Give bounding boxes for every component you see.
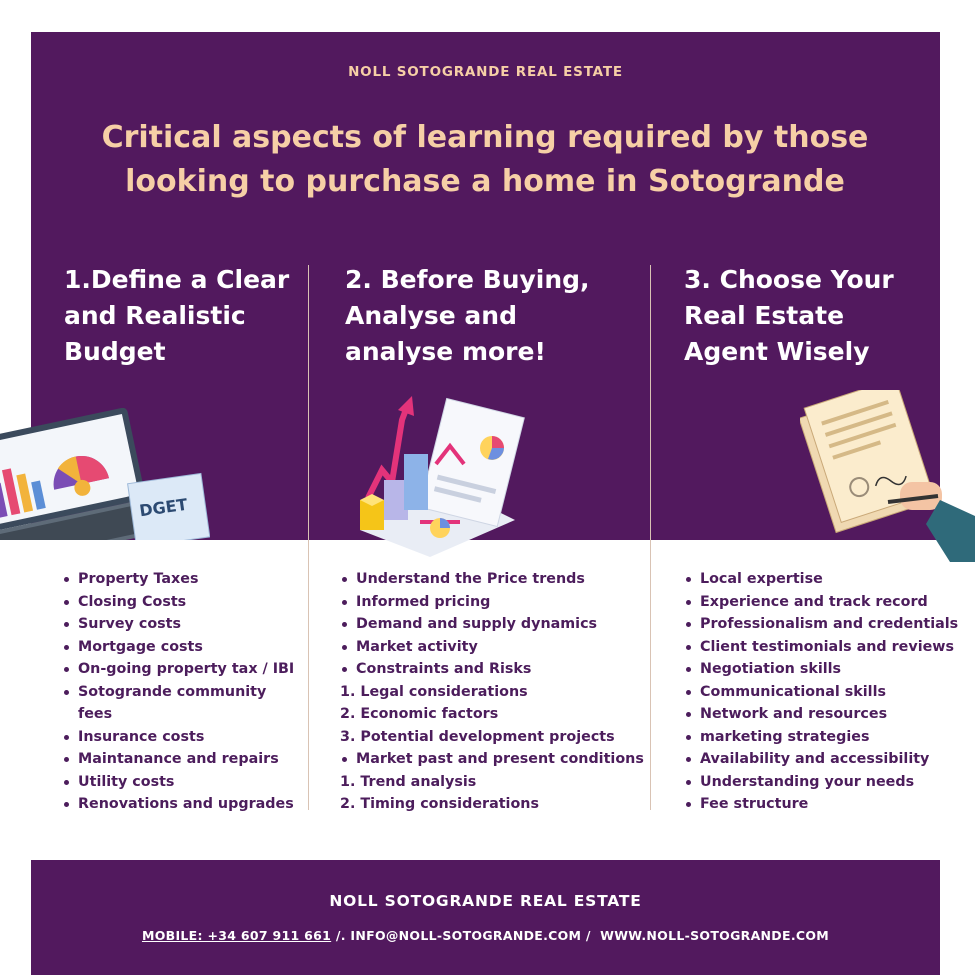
column-1-title-line: Budget [64, 337, 166, 366]
list-subitem: 1. Trend analysis [340, 773, 477, 790]
list-item: Constraints and Risks [340, 658, 644, 681]
list-item: Utility costs [62, 771, 294, 794]
page-title-line-2: looking to purchase a home in Sotogrande [125, 164, 845, 199]
list-item: On-going property tax / IBI [62, 658, 294, 681]
list-item: Experience and track record [684, 591, 958, 614]
website-link[interactable]: WWW.NOLL-SOTOGRANDE.COM [600, 928, 830, 943]
column-3-list [684, 568, 958, 816]
column-3-title-line: 3. Choose Your [684, 265, 894, 294]
list-subitem: 2. Economic factors [340, 706, 499, 722]
list-item: Insurance costs [62, 726, 294, 749]
list-item: Closing Costs [62, 591, 294, 614]
column-2-list [340, 568, 644, 816]
analytics-charts-icon [340, 392, 530, 557]
column-3-title-line: Real Estate [684, 301, 845, 330]
email-link[interactable]: INFO@NOLL-SOTOGRANDE.COM [350, 928, 582, 943]
list-item: Demand and supply dynamics [340, 613, 644, 636]
list-item: Sotogrande community [62, 681, 294, 704]
list-subitem: 1. Legal considerations [340, 683, 528, 700]
list-subitem: 2. Timing considerations [340, 796, 539, 812]
list-item: marketing strategies [684, 726, 958, 749]
list-item: Availability and accessibility [684, 748, 958, 771]
column-2-title-line: Analyse and [345, 301, 517, 330]
list-item: Property Taxes [62, 568, 294, 591]
list-item: Renovations and upgrades [62, 793, 294, 816]
column-divider [308, 265, 309, 810]
list-item: Understand the Price trends [340, 568, 644, 591]
budget-sheet-label: DGET [138, 494, 189, 521]
brand-name: NOLL SOTOGRANDE REAL ESTATE [348, 64, 623, 80]
contact-separator: /. [331, 928, 351, 943]
column-3-title [684, 262, 894, 370]
list-item: Client testimonials and reviews [684, 636, 958, 659]
list-item: Professionalism and credentials [684, 613, 958, 636]
list-item: Negotiation skills [684, 658, 958, 681]
list-item: Understanding your needs [684, 771, 958, 794]
column-1-title-line: and Realistic [64, 301, 246, 330]
list-subitem: 3. Potential development projects [340, 728, 615, 745]
column-2-title-line: analyse more! [345, 337, 546, 366]
contact-separator: / [581, 928, 601, 943]
list-item: Market past and present conditions [340, 748, 644, 771]
list-item: Market activity [340, 636, 644, 659]
contract-signing-icon [800, 390, 975, 562]
list-item: Fee structure [684, 793, 958, 816]
mobile-phone-link[interactable]: MOBILE: +34 607 911 661 [141, 928, 332, 943]
column-2-title [345, 262, 590, 370]
laptop-budget-icon [0, 408, 210, 540]
column-divider [650, 265, 651, 810]
page-title-line-1: Critical aspects of learning required by those [101, 120, 869, 155]
column-3-title-line: Agent Wisely [684, 337, 870, 366]
footer [31, 860, 940, 975]
column-1-title [64, 262, 289, 370]
footer-brand-name: NOLL SOTOGRANDE REAL ESTATE [329, 892, 642, 910]
list-item: Mortgage costs [62, 636, 294, 659]
footer-contacts [31, 928, 940, 943]
page-title [60, 116, 910, 204]
list-item: Network and resources [684, 703, 958, 726]
list-item: Local expertise [684, 568, 958, 591]
list-item-continuation: fees [78, 706, 113, 722]
column-2-title-line: 2. Before Buying, [345, 265, 590, 294]
list-item: Communicational skills [684, 681, 958, 704]
list-item: Maintanance and repairs [62, 748, 294, 771]
column-1-title-line: 1.Define a Clear [64, 265, 290, 294]
list-item: Survey costs [62, 613, 294, 636]
list-item: Informed pricing [340, 591, 644, 614]
column-1-list [62, 568, 294, 816]
